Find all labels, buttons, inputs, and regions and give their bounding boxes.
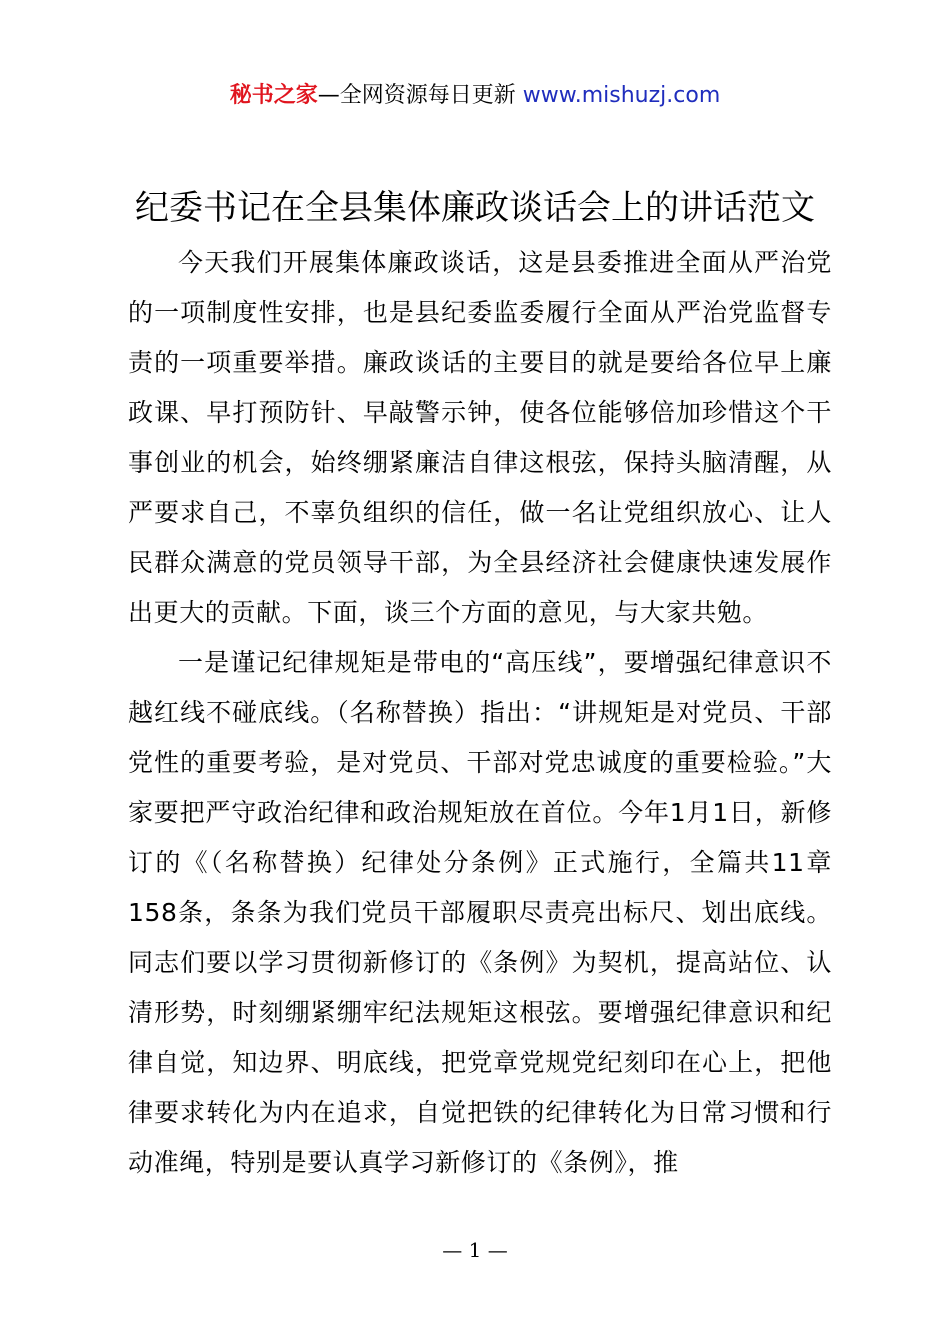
paragraph: 今天我们开展集体廉政谈话，这是县委推进全面从严治党的一项制度性安排，也是县纪委监委履行全面从严治党监督专责的一项重要举措。廉政谈话的主要目的就是要给各位早上廉政课、早打预防针、早敲警示钟，使各位能够倍加珍惜这个干事创业的机会，始终绷紧廉洁自律这根弦，保持头脑清醒，从严要求自己，不辜负组织的信任，做一名让党组织放心、让人民群众满意的党员领导干部，为全县经济社会健康快速发展作出更大的贡献。下面，谈三个方面的意见，与大家共勉。 — [128, 248, 832, 627]
header-url-link[interactable]: www.mishuzj.com — [522, 83, 721, 108]
header-brand: 秘书之家 — [229, 83, 318, 108]
document-body — [128, 238, 832, 1188]
site-header — [0, 80, 950, 112]
page-number: — 1 — — [442, 1238, 508, 1262]
header-slogan: —全网资源每日更新 — [317, 83, 516, 108]
paragraph: 一是谨记纪律规矩是带电的“高压线”，要增强纪律意识不越红线不碰底线。（名称替换）指出：“讲规矩是对党员、干部党性的重要考验，是对党员、干部对党忠诚度的重要检验。”大家要把严守政治纪律和政治规矩放在首位。今年1月1日，新修订的《（名称替换）纪律处分条例》正式施行，全篇共11章158条，条条为我们党员干部履职尽责亮出标尺、划出底线。同志们要以学习贯彻新修订的《条例》为契机，提高站位、认清形势，时刻绷紧绷牢纪法规矩这根弦。要增强纪律意识和纪律自觉，知边界、明底线，把党章党规党纪刻印在心上，把他律要求转化为内在追求，自觉把铁的纪律转化为日常习惯和行动准绳，特别是要认真学习新修订的《条例》，推 — [128, 648, 832, 1177]
document-title: 纪委书记在全县集体廉政谈话会上的讲话范文 — [135, 188, 815, 228]
